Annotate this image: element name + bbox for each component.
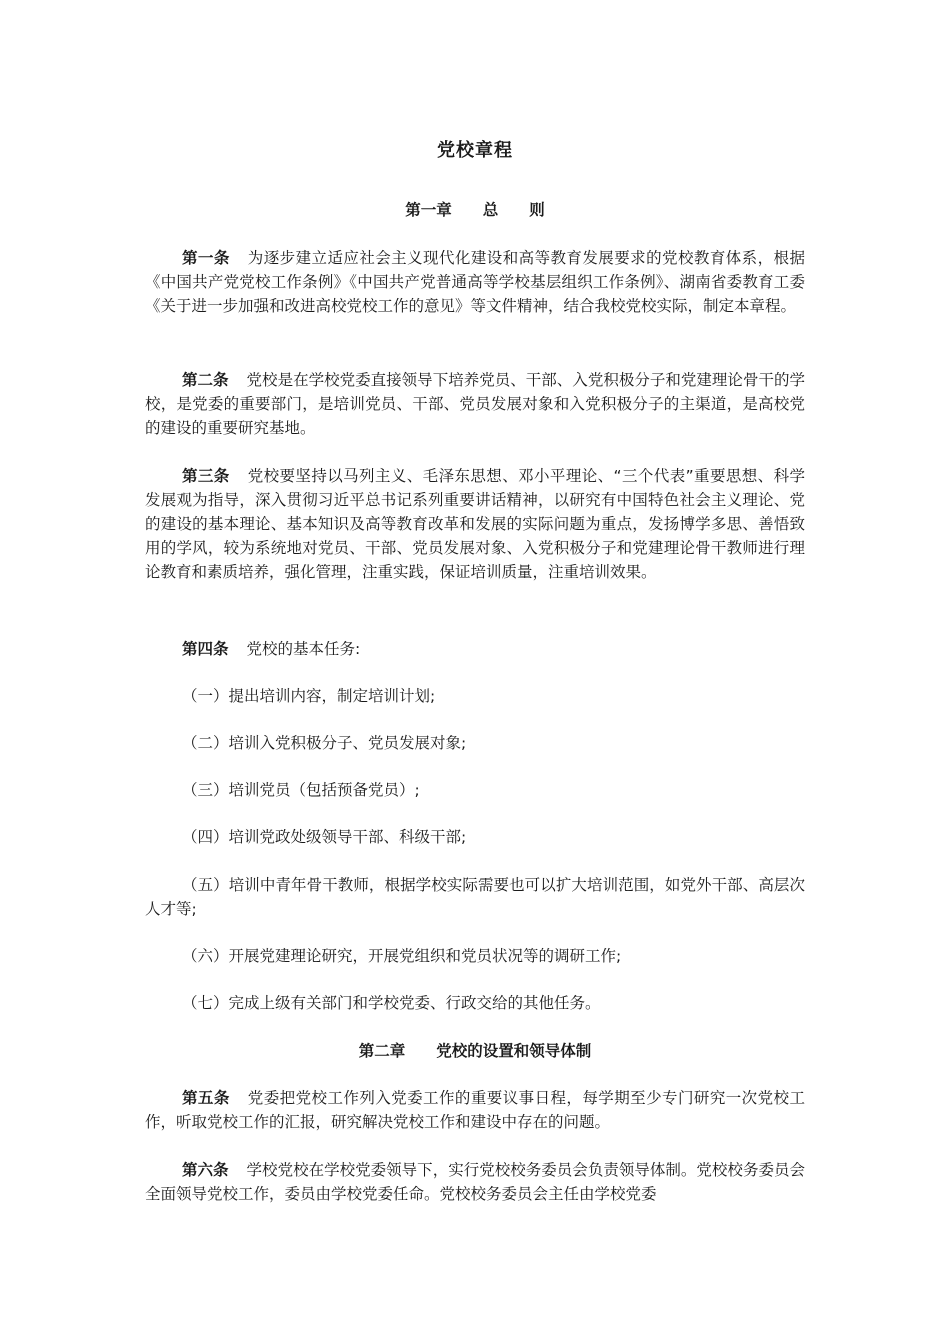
article-paragraph xyxy=(145,637,805,661)
task-item: （一）提出培训内容，制定培训计划; xyxy=(182,687,436,705)
article-paragraph xyxy=(145,246,805,318)
article-label: 第三条 xyxy=(182,467,230,485)
article-label: 第一条 xyxy=(182,249,230,267)
article-text: 为逐步建立适应社会主义现代化建设和高等教育发展要求的党校教育体系，根据《中国共产党党校工作条例》《中国共产党普通高等学校基层组织工作条例》、湖南省委教育工委《关于进一步加强和改进高校党校工作的意见》等文件精神，结合我校党校实际，制定本章程。 xyxy=(145,249,805,315)
article-label: 第五条 xyxy=(182,1089,230,1107)
task-item: （四）培训党政处级领导干部、科级干部; xyxy=(182,828,467,846)
task-item: （五）培训中青年骨干教师，根据学校实际需要也可以扩大培训范围，如党外干部、高层次人才等; xyxy=(145,876,805,918)
task-item: （三）培训党员（包括预备党员）; xyxy=(182,781,420,799)
task-item: （六）开展党建理论研究，开展党组织和党员状况等的调研工作; xyxy=(182,947,622,965)
article-paragraph xyxy=(145,464,805,584)
article-paragraph xyxy=(145,368,805,440)
chapter-heading: 第二章 党校的设置和领导体制 xyxy=(358,1042,592,1060)
task-item: （七）完成上级有关部门和学校党委、行政交给的其他任务。 xyxy=(182,994,601,1012)
article-text: 党委把党校工作列入党委工作的重要议事日程，每学期至少专门研究一次党校工作，听取党校工作的汇报，研究解决党校工作和建设中存在的问题。 xyxy=(145,1089,805,1131)
article-label: 第四条 xyxy=(182,640,229,658)
article-text: 党校要坚持以马列主义、毛泽东思想、邓小平理论、“三个代表”重要思想、科学发展观为指导，深入贯彻习近平总书记系列重要讲话精神，以研究有中国特色社会主义理论、党的建设的基本理论、基本知识及高等教育改革和发展的实际问题为重点，发扬博学多思、善悟致用的学风，较为系统地对党员、干部、党员发展对象、入党积极分子和党建理论骨干教师进行理论教育和素质培养，强化管理，注重实践，保证培训质量，注重培训效果。 xyxy=(145,467,805,581)
document-title: 党校章程 xyxy=(437,140,513,161)
article-text: 学校党校在学校党委领导下，实行党校校务委员会负责领导体制。党校校务委员会全面领导党校工作，委员由学校党委任命。党校校务委员会主任由学校党委 xyxy=(145,1161,805,1203)
article-text: 党校的基本任务: xyxy=(246,640,361,658)
article-paragraph xyxy=(145,1086,805,1134)
article-label: 第六条 xyxy=(182,1161,229,1179)
article-paragraph xyxy=(145,1158,805,1206)
task-item: （二）培训入党积极分子、党员发展对象; xyxy=(182,734,467,752)
article-label: 第二条 xyxy=(182,371,229,389)
article-text: 党校是在学校党委直接领导下培养党员、干部、入党积极分子和党建理论骨干的学校，是党委的重要部门，是培训党员、干部、党员发展对象和入党积极分子的主渠道，是高校党的建设的重要研究基地。 xyxy=(145,371,805,437)
chapter-heading: 第一章 总 则 xyxy=(405,201,545,219)
